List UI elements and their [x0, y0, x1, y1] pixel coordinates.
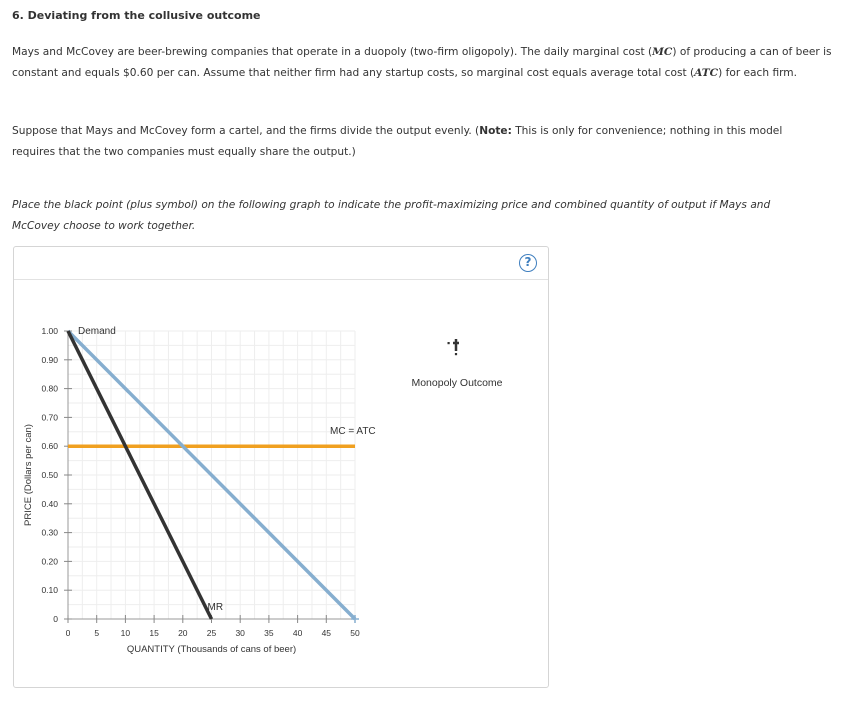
question-title: 6. Deviating from the collusive outcome: [12, 9, 261, 22]
mc-variable: MC: [652, 46, 673, 58]
cartel-text-2: This is only for convenience; nothing in this model requires that the two companies must equally share the output.): [12, 125, 783, 158]
x-tick-label: 30: [235, 628, 245, 638]
cartel-text-1: Suppose that Mays and McCovey form a cartel, and the firms divide the output evenly. (: [12, 125, 480, 137]
intro-text-3: ) for each firm.: [718, 67, 797, 79]
y-tick-label: 0.10: [41, 585, 58, 596]
y-tick-label: 0.30: [41, 527, 58, 538]
atc-variable: ATC: [694, 67, 719, 79]
x-tick-label: 40: [292, 628, 303, 638]
x-tick-label: 15: [149, 628, 159, 638]
x-axis-title: QUANTITY (Thousands of cans of beer): [126, 644, 297, 655]
labels: [23, 326, 376, 655]
y-tick-label: 0.90: [41, 354, 58, 365]
intro-text-2: ) of producing a can of beer is constant and equals $0.60 per can. Assume that neither firm had any startup costs, so marginal cost equals average total cost (: [12, 46, 832, 79]
graph-canvas[interactable]: [14, 247, 550, 689]
x-tick-label: 45: [321, 628, 332, 638]
y-tick-label: 1.00: [41, 326, 58, 336]
x-tick-label: 50: [350, 628, 360, 638]
y-tick-label: 0: [53, 614, 58, 624]
cartel-paragraph: [12, 121, 822, 163]
x-tick-label: 0: [65, 628, 71, 638]
intro-text-1: Mays and McCovey are beer-brewing companies that operate in a duopoly (two-firm oligopoly). The daily marginal cost (: [12, 46, 653, 58]
y-tick-label: 0.80: [41, 383, 58, 394]
y-tick-label: 0.60: [41, 441, 58, 452]
curves: [68, 331, 359, 623]
mr-label: MR: [207, 602, 224, 613]
demand-label: Demand: [78, 326, 116, 337]
graph-widget: [13, 246, 549, 688]
mc-atc-label: MC = ATC: [330, 426, 376, 438]
monopoly-outcome-label: Monopoly Outcome: [411, 377, 503, 389]
note-label: Note:: [479, 125, 512, 137]
y-tick-label: 0.40: [41, 498, 58, 509]
x-tick-label: 10: [120, 628, 131, 638]
plus-point-icon[interactable]: [448, 339, 460, 355]
question-circle-icon[interactable]: ?: [519, 254, 537, 272]
instruction-paragraph: Place the black point (plus symbol) on the following graph to indicate the profit-maximizing price and combined quantity of output if Mays and McCovey choose to work together.: [12, 199, 771, 232]
y-axis-title: PRICE (Dollars per can): [23, 424, 34, 526]
x-tick-label: 5: [94, 628, 100, 638]
y-tick-label: 0.50: [41, 470, 58, 480]
x-tick-label: 25: [206, 628, 217, 638]
y-tick-label: 0.70: [41, 412, 58, 423]
x-tick-label: 20: [178, 628, 188, 638]
x-tick-label: 35: [264, 628, 274, 638]
y-tick-label: 0.20: [41, 556, 58, 567]
intro-paragraph: [12, 42, 842, 84]
